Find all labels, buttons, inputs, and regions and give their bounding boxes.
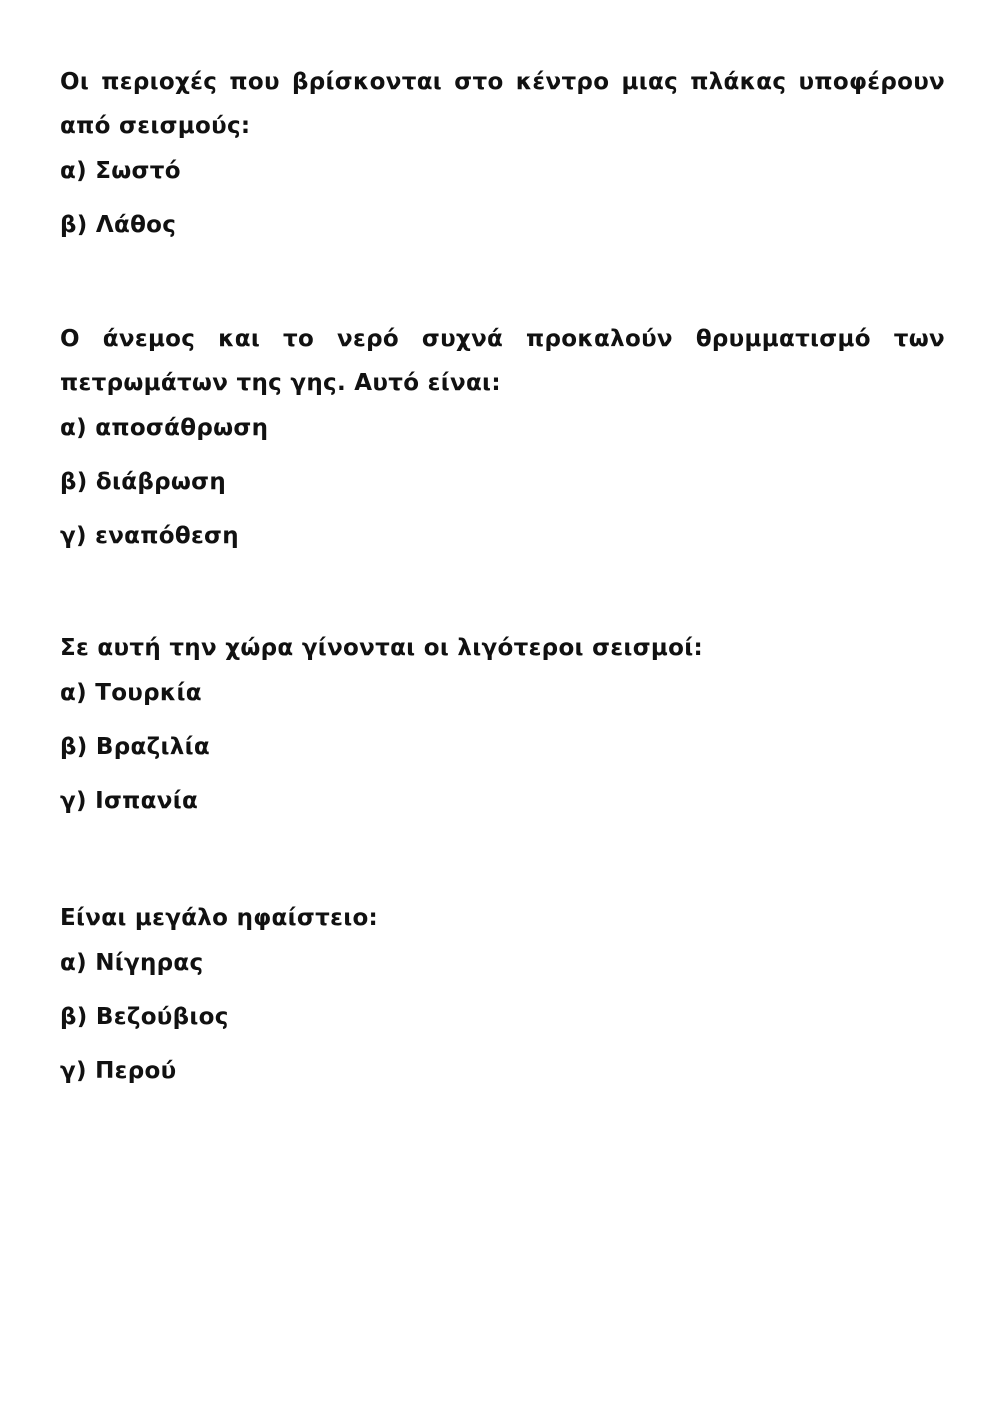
question-1-option-b[interactable]: β) Λάθος bbox=[60, 212, 177, 238]
question-3 bbox=[60, 626, 945, 840]
question-3-option-c[interactable]: γ) Ισπανία bbox=[60, 788, 199, 814]
question-3-option-a[interactable]: α) Τουρκία bbox=[60, 680, 202, 706]
question-3-text: Σε αυτή την χώρα γίνονται οι λιγότεροι σεισμοί: bbox=[60, 635, 703, 661]
question-4-option-a[interactable]: α) Νίγηρας bbox=[60, 950, 204, 976]
question-2-text: Ο άνεμος και το νερό συχνά προκαλούν θρυμματισμό των πετρωμάτων της γης. Αυτό είναι: bbox=[60, 326, 945, 396]
question-4-options bbox=[60, 948, 945, 1110]
question-4 bbox=[60, 896, 945, 1110]
question-2-option-a[interactable]: α) αποσάθρωση bbox=[60, 415, 269, 441]
question-1 bbox=[60, 60, 945, 264]
question-2 bbox=[60, 317, 945, 575]
question-1-option-a[interactable]: α) Σωστό bbox=[60, 158, 181, 184]
question-1-text: Οι περιοχές που βρίσκονται στο κέντρο μιας πλάκας υποφέρουν από σεισμούς: bbox=[60, 69, 945, 139]
question-2-options bbox=[60, 413, 945, 575]
question-2-option-b[interactable]: β) διάβρωση bbox=[60, 469, 227, 495]
question-1-options bbox=[60, 156, 945, 264]
question-4-option-c[interactable]: γ) Περού bbox=[60, 1058, 177, 1084]
question-4-option-b[interactable]: β) Βεζούβιος bbox=[60, 1004, 229, 1030]
question-4-text: Είναι μεγάλο ηφαίστειο: bbox=[60, 905, 379, 931]
question-3-option-b[interactable]: β) Βραζιλία bbox=[60, 734, 210, 760]
question-3-options bbox=[60, 678, 945, 840]
question-2-option-c[interactable]: γ) εναπόθεση bbox=[60, 523, 239, 549]
